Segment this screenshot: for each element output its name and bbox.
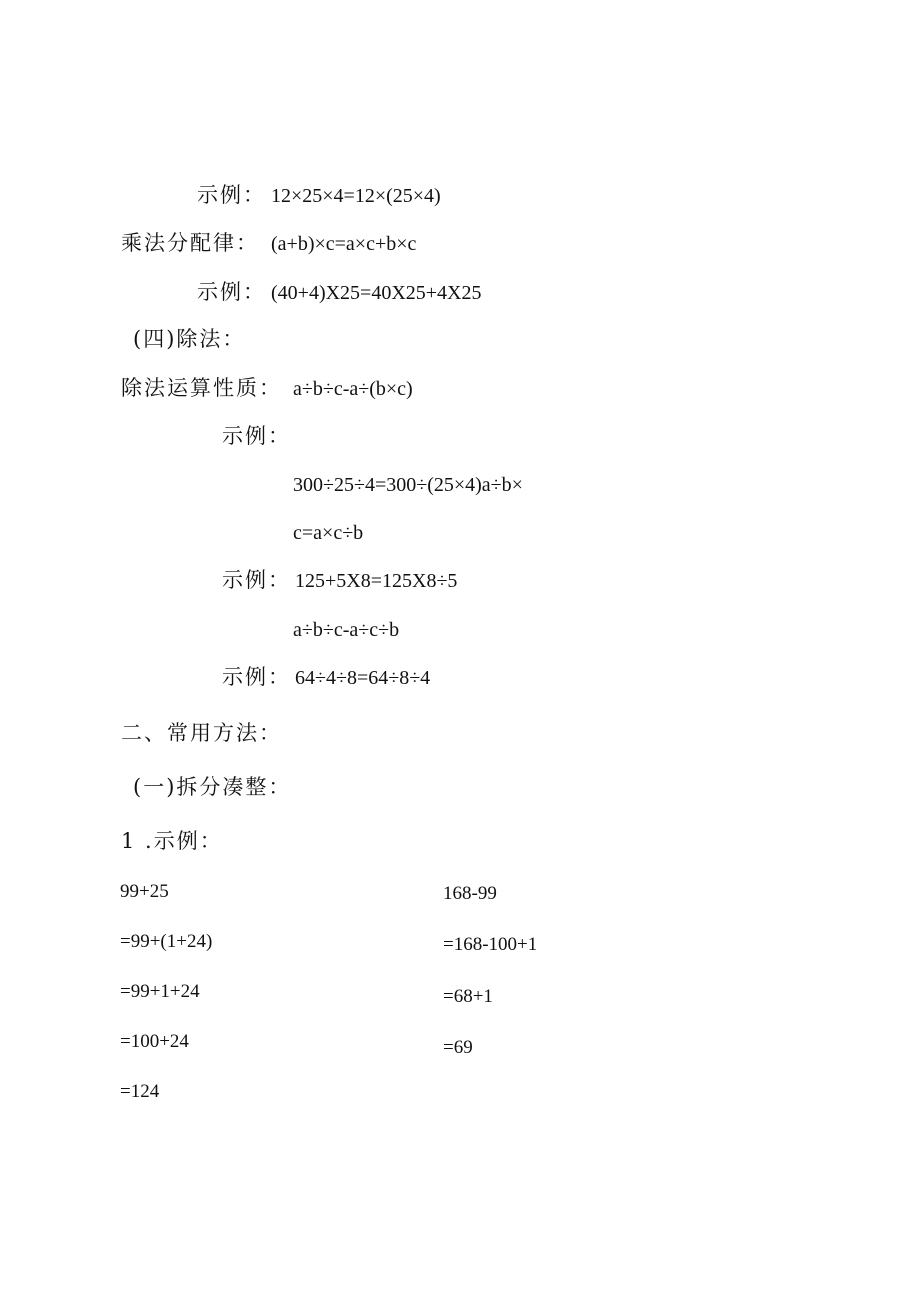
section-heading: 二、常用方法： (121, 721, 282, 745)
example-formula: 300÷25÷4=300÷(25×4)a÷b× (293, 474, 523, 496)
example-label: 示例： (197, 280, 266, 304)
calc-line: 168-99 (443, 883, 497, 904)
division-property-formula: a÷b÷c-a÷(b×c) (293, 378, 413, 400)
division-property-label: 除法运算性质： (121, 376, 282, 400)
example-formula: 12×25×4=12×(25×4) (271, 185, 441, 207)
division-property-formula: a÷b÷c-a÷c÷b (293, 619, 400, 641)
example-formula: 64÷4÷8=64÷8÷4 (295, 667, 431, 689)
calc-line: =99+1+24 (120, 981, 200, 1002)
example-label: 示例： (197, 183, 266, 207)
example-label: 示例： (222, 665, 291, 689)
calc-line: =124 (120, 1081, 160, 1102)
example-label: 示例： (222, 424, 291, 448)
distributive-law-label: 乘法分配律： (121, 231, 259, 255)
item-label: 1 .示例： (121, 829, 223, 853)
example-formula: (40+4)X25=40X25+4X25 (271, 282, 482, 304)
calc-line: =168-100+1 (443, 934, 538, 955)
calc-line: 99+25 (120, 881, 169, 902)
calc-line: =69 (443, 1037, 473, 1058)
example-formula-continued: c=a×c÷b (293, 522, 364, 544)
example-label: 示例： (222, 568, 291, 592)
distributive-law-formula: (a+b)×c=a×c+b×c (271, 233, 417, 255)
example-formula: 125+5X8=125X8÷5 (295, 570, 458, 592)
division-heading: (四)除法： (133, 327, 246, 351)
subsection-heading: (一)拆分凑整： (133, 775, 292, 799)
calc-line: =68+1 (443, 986, 493, 1007)
calc-line: =100+24 (120, 1031, 189, 1052)
calc-line: =99+(1+24) (120, 931, 213, 952)
